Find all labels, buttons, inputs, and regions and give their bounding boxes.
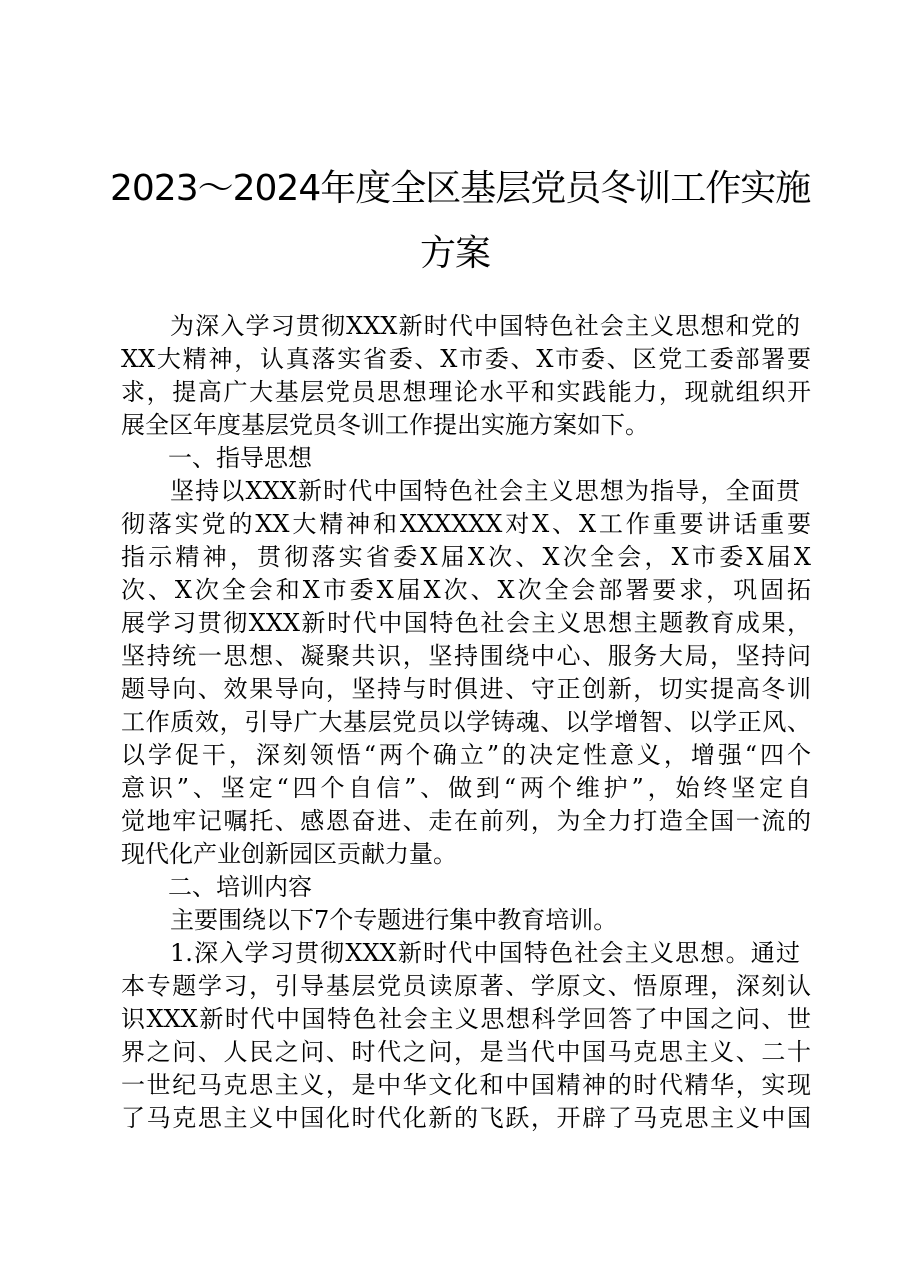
paragraph-line: 指示精神，贯彻落实省委X届X次、X次全会，X市委X届X bbox=[121, 543, 811, 571]
intro-line: 求，提高广大基层党员思想理论水平和实践能力，现就组织开 bbox=[121, 378, 811, 406]
paragraph-line: 彻落实党的XX大精神和XXXXXX对X、X工作重要讲话重要 bbox=[121, 510, 811, 538]
document-title: 2023～2024年度全区基层党员冬训工作实施 bbox=[110, 168, 811, 209]
paragraph-line: 坚持以XXX新时代中国特色社会主义思想为指导，全面贯 bbox=[170, 477, 800, 505]
paragraph-line: 次、X次全会和X市委X届X次、X次全会部署要求，巩固拓 bbox=[121, 576, 811, 604]
paragraph-line: 主要围绕以下7个专题进行集中教育培训。 bbox=[170, 906, 618, 934]
section-heading-training-content: 二、培训内容 bbox=[168, 873, 312, 901]
paragraph-line: 一世纪马克思主义，是中华文化和中国精神的时代精华，实现 bbox=[121, 1071, 811, 1099]
paragraph-line: 题导向、效果导向，坚持与时俱进、守正创新，切实提高冬训 bbox=[121, 675, 811, 703]
section-heading-guiding-ideology: 一、指导思想 bbox=[168, 444, 312, 472]
intro-line: 展全区年度基层党员冬训工作提出实施方案如下。 bbox=[121, 411, 649, 439]
paragraph-line: 1.深入学习贯彻XXX新时代中国特色社会主义思想。通过 bbox=[170, 939, 800, 967]
paragraph-line: 以学促干，深刻领悟“两个确立”的决定性意义，增强“四个 bbox=[121, 741, 811, 769]
intro-line: 为深入学习贯彻XXX新时代中国特色社会主义思想和党的 bbox=[170, 312, 800, 340]
paragraph-line: 现代化产业创新园区贡献力量。 bbox=[121, 840, 457, 868]
paragraph-line: 工作质效，引导广大基层党员以学铸魂、以学增智、以学正风、 bbox=[121, 708, 811, 736]
paragraph-line: 识XXX新时代中国特色社会主义思想科学回答了中国之问、世 bbox=[121, 1005, 811, 1033]
paragraph-line: 展学习贯彻XXX新时代中国特色社会主义思想主题教育成果， bbox=[121, 609, 811, 637]
paragraph-line: 意识”、坚定“四个自信”、做到“两个维护”，始终坚定自 bbox=[121, 774, 811, 802]
intro-line: XX大精神，认真落实省委、X市委、X市委、区党工委部署要 bbox=[121, 345, 811, 373]
paragraph-line: 界之问、人民之问、时代之问，是当代中国马克思主义、二十 bbox=[121, 1038, 811, 1066]
paragraph-line: 了马克思主义中国化时代化新的飞跃，开辟了马克思主义中国 bbox=[121, 1104, 811, 1132]
paragraph-line: 本专题学习，引导基层党员读原著、学原文、悟原理，深刻认 bbox=[121, 972, 811, 1000]
paragraph-line: 坚持统一思想、凝聚共识，坚持围绕中心、服务大局，坚持问 bbox=[121, 642, 811, 670]
paragraph-line: 觉地牢记嘱托、感恩奋进、走在前列，为全力打造全国一流的 bbox=[121, 807, 811, 835]
document-title-continued: 方案 bbox=[419, 233, 490, 274]
